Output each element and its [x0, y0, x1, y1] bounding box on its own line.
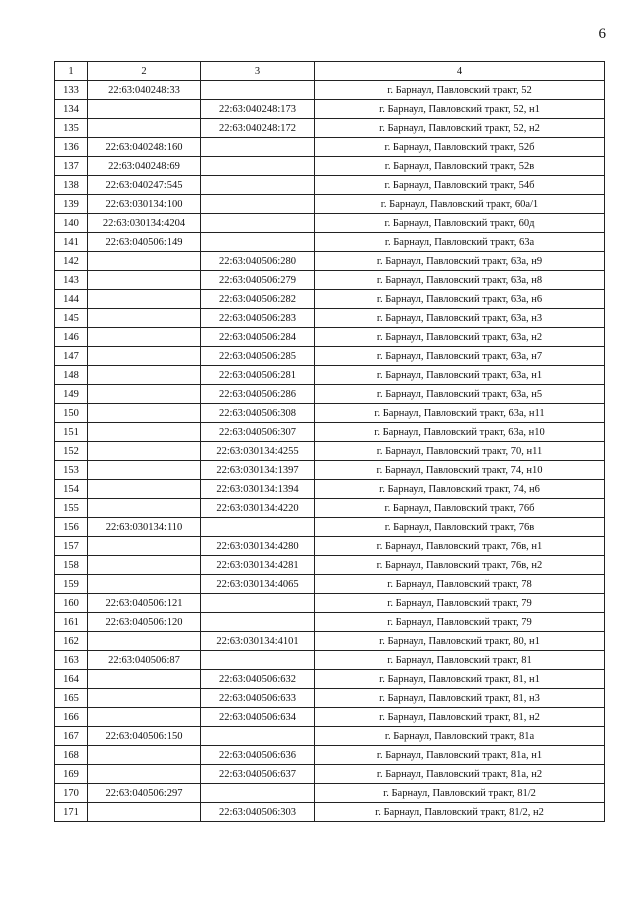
building-cadastral-number-cell: 22:63:040506:284: [201, 328, 315, 347]
row-number-cell: 155: [55, 499, 88, 518]
building-cadastral-number-cell: 22:63:030134:1394: [201, 480, 315, 499]
cadastral-number-cell: [88, 499, 201, 518]
row-number-cell: 138: [55, 176, 88, 195]
address-cell: г. Барнаул, Павловский тракт, 63а, н6: [315, 290, 605, 309]
address-cell: г. Барнаул, Павловский тракт, 63а: [315, 233, 605, 252]
address-cell: г. Барнаул, Павловский тракт, 63а, н8: [315, 271, 605, 290]
row-number-cell: 146: [55, 328, 88, 347]
cadastral-number-cell: 22:63:030134:100: [88, 195, 201, 214]
column-header: 4: [315, 62, 605, 81]
address-table: [54, 61, 605, 822]
table-row: [55, 366, 605, 385]
address-cell: г. Барнаул, Павловский тракт, 54б: [315, 176, 605, 195]
table-row: [55, 347, 605, 366]
cadastral-number-cell: 22:63:040506:87: [88, 651, 201, 670]
building-cadastral-number-cell: [201, 784, 315, 803]
cadastral-number-cell: [88, 480, 201, 499]
address-cell: г. Барнаул, Павловский тракт, 70, н11: [315, 442, 605, 461]
table-row: [55, 328, 605, 347]
building-cadastral-number-cell: 22:63:030134:4065: [201, 575, 315, 594]
table-row: [55, 670, 605, 689]
cadastral-number-cell: [88, 271, 201, 290]
cadastral-number-cell: 22:63:040506:120: [88, 613, 201, 632]
row-number-cell: 139: [55, 195, 88, 214]
row-number-cell: 159: [55, 575, 88, 594]
cadastral-number-cell: 22:63:040506:297: [88, 784, 201, 803]
building-cadastral-number-cell: 22:63:040506:634: [201, 708, 315, 727]
row-number-cell: 170: [55, 784, 88, 803]
row-number-cell: 162: [55, 632, 88, 651]
table-row: [55, 518, 605, 537]
row-number-cell: 152: [55, 442, 88, 461]
table-header-row: [55, 62, 605, 81]
table-row: [55, 784, 605, 803]
building-cadastral-number-cell: [201, 176, 315, 195]
row-number-cell: 133: [55, 81, 88, 100]
cadastral-number-cell: [88, 252, 201, 271]
building-cadastral-number-cell: [201, 594, 315, 613]
building-cadastral-number-cell: [201, 727, 315, 746]
address-cell: г. Барнаул, Павловский тракт, 81: [315, 651, 605, 670]
building-cadastral-number-cell: [201, 233, 315, 252]
address-cell: г. Барнаул, Павловский тракт, 52, н2: [315, 119, 605, 138]
address-cell: г. Барнаул, Павловский тракт, 76б: [315, 499, 605, 518]
table-row: [55, 290, 605, 309]
building-cadastral-number-cell: 22:63:040248:172: [201, 119, 315, 138]
cadastral-number-cell: [88, 423, 201, 442]
row-number-cell: 136: [55, 138, 88, 157]
row-number-cell: 154: [55, 480, 88, 499]
row-number-cell: 165: [55, 689, 88, 708]
address-cell: г. Барнаул, Павловский тракт, 63а, н7: [315, 347, 605, 366]
cadastral-number-cell: 22:63:040248:33: [88, 81, 201, 100]
building-cadastral-number-cell: 22:63:040506:303: [201, 803, 315, 822]
table-row: [55, 195, 605, 214]
row-number-cell: 157: [55, 537, 88, 556]
row-number-cell: 144: [55, 290, 88, 309]
row-number-cell: 140: [55, 214, 88, 233]
column-header: 3: [201, 62, 315, 81]
table-row: [55, 423, 605, 442]
row-number-cell: 169: [55, 765, 88, 784]
cadastral-number-cell: [88, 746, 201, 765]
row-number-cell: 156: [55, 518, 88, 537]
row-number-cell: 141: [55, 233, 88, 252]
building-cadastral-number-cell: [201, 214, 315, 233]
cadastral-number-cell: [88, 461, 201, 480]
building-cadastral-number-cell: [201, 518, 315, 537]
building-cadastral-number-cell: 22:63:040506:281: [201, 366, 315, 385]
cadastral-number-cell: [88, 708, 201, 727]
cadastral-number-cell: [88, 366, 201, 385]
address-cell: г. Барнаул, Павловский тракт, 81/2: [315, 784, 605, 803]
address-cell: г. Барнаул, Павловский тракт, 81, н2: [315, 708, 605, 727]
column-header: 1: [55, 62, 88, 81]
table-body: [55, 81, 605, 822]
table-row: [55, 575, 605, 594]
address-cell: г. Барнаул, Павловский тракт, 80, н1: [315, 632, 605, 651]
cadastral-number-cell: [88, 309, 201, 328]
table-row: [55, 499, 605, 518]
address-cell: г. Барнаул, Павловский тракт, 52: [315, 81, 605, 100]
row-number-cell: 161: [55, 613, 88, 632]
table-row: [55, 100, 605, 119]
row-number-cell: 148: [55, 366, 88, 385]
row-number-cell: 134: [55, 100, 88, 119]
address-cell: г. Барнаул, Павловский тракт, 81а: [315, 727, 605, 746]
address-cell: г. Барнаул, Павловский тракт, 63а, н9: [315, 252, 605, 271]
address-cell: г. Барнаул, Павловский тракт, 81а, н2: [315, 765, 605, 784]
cadastral-number-cell: [88, 537, 201, 556]
building-cadastral-number-cell: 22:63:030134:4255: [201, 442, 315, 461]
table-row: [55, 81, 605, 100]
table-row: [55, 765, 605, 784]
building-cadastral-number-cell: 22:63:030134:4101: [201, 632, 315, 651]
address-cell: г. Барнаул, Павловский тракт, 63а, н2: [315, 328, 605, 347]
table-row: [55, 138, 605, 157]
cadastral-number-cell: [88, 290, 201, 309]
table-row: [55, 271, 605, 290]
cadastral-number-cell: [88, 632, 201, 651]
building-cadastral-number-cell: 22:63:040506:282: [201, 290, 315, 309]
address-cell: г. Барнаул, Павловский тракт, 81, н3: [315, 689, 605, 708]
row-number-cell: 166: [55, 708, 88, 727]
building-cadastral-number-cell: [201, 651, 315, 670]
cadastral-number-cell: [88, 404, 201, 423]
building-cadastral-number-cell: 22:63:040506:308: [201, 404, 315, 423]
row-number-cell: 171: [55, 803, 88, 822]
cadastral-number-cell: 22:63:030134:110: [88, 518, 201, 537]
table-row: [55, 385, 605, 404]
address-cell: г. Барнаул, Павловский тракт, 81, н1: [315, 670, 605, 689]
table-row: [55, 537, 605, 556]
cadastral-number-cell: [88, 556, 201, 575]
cadastral-number-cell: 22:63:040506:149: [88, 233, 201, 252]
table-row: [55, 252, 605, 271]
table-row: [55, 594, 605, 613]
table-row: [55, 651, 605, 670]
building-cadastral-number-cell: [201, 81, 315, 100]
address-cell: г. Барнаул, Павловский тракт, 60д: [315, 214, 605, 233]
cadastral-number-cell: [88, 385, 201, 404]
address-cell: г. Барнаул, Павловский тракт, 63а, н11: [315, 404, 605, 423]
cadastral-number-cell: [88, 328, 201, 347]
table-row: [55, 556, 605, 575]
address-cell: г. Барнаул, Павловский тракт, 63а, н5: [315, 385, 605, 404]
cadastral-number-cell: [88, 119, 201, 138]
cadastral-number-cell: [88, 803, 201, 822]
address-cell: г. Барнаул, Павловский тракт, 52, н1: [315, 100, 605, 119]
building-cadastral-number-cell: 22:63:040506:632: [201, 670, 315, 689]
table-row: [55, 214, 605, 233]
cadastral-number-cell: 22:63:040248:160: [88, 138, 201, 157]
address-cell: г. Барнаул, Павловский тракт, 52б: [315, 138, 605, 157]
table-row: [55, 613, 605, 632]
building-cadastral-number-cell: [201, 157, 315, 176]
cadastral-number-cell: 22:63:040506:150: [88, 727, 201, 746]
building-cadastral-number-cell: [201, 138, 315, 157]
column-header: 2: [88, 62, 201, 81]
table-row: [55, 404, 605, 423]
cadastral-number-cell: 22:63:040506:121: [88, 594, 201, 613]
address-cell: г. Барнаул, Павловский тракт, 81а, н1: [315, 746, 605, 765]
row-number-cell: 145: [55, 309, 88, 328]
row-number-cell: 143: [55, 271, 88, 290]
cadastral-number-cell: [88, 765, 201, 784]
row-number-cell: 147: [55, 347, 88, 366]
table-row: [55, 632, 605, 651]
table-row: [55, 480, 605, 499]
row-number-cell: 168: [55, 746, 88, 765]
building-cadastral-number-cell: 22:63:040506:307: [201, 423, 315, 442]
row-number-cell: 137: [55, 157, 88, 176]
building-cadastral-number-cell: 22:63:040248:173: [201, 100, 315, 119]
table-row: [55, 442, 605, 461]
cadastral-number-cell: 22:63:030134:4204: [88, 214, 201, 233]
row-number-cell: 167: [55, 727, 88, 746]
address-cell: г. Барнаул, Павловский тракт, 63а, н3: [315, 309, 605, 328]
building-cadastral-number-cell: 22:63:040506:636: [201, 746, 315, 765]
page-number: 6: [598, 26, 606, 42]
row-number-cell: 151: [55, 423, 88, 442]
row-number-cell: 153: [55, 461, 88, 480]
building-cadastral-number-cell: 22:63:040506:285: [201, 347, 315, 366]
cadastral-number-cell: [88, 575, 201, 594]
address-cell: г. Барнаул, Павловский тракт, 63а, н10: [315, 423, 605, 442]
building-cadastral-number-cell: 22:63:040506:280: [201, 252, 315, 271]
address-cell: г. Барнаул, Павловский тракт, 60а/1: [315, 195, 605, 214]
table-row: [55, 689, 605, 708]
table-row: [55, 157, 605, 176]
cadastral-number-cell: 22:63:040248:69: [88, 157, 201, 176]
cadastral-number-cell: [88, 670, 201, 689]
cadastral-number-cell: [88, 442, 201, 461]
building-cadastral-number-cell: [201, 613, 315, 632]
row-number-cell: 164: [55, 670, 88, 689]
row-number-cell: 135: [55, 119, 88, 138]
building-cadastral-number-cell: 22:63:040506:279: [201, 271, 315, 290]
address-cell: г. Барнаул, Павловский тракт, 76в, н2: [315, 556, 605, 575]
building-cadastral-number-cell: 22:63:040506:633: [201, 689, 315, 708]
building-cadastral-number-cell: 22:63:030134:1397: [201, 461, 315, 480]
address-cell: г. Барнаул, Павловский тракт, 76в, н1: [315, 537, 605, 556]
building-cadastral-number-cell: 22:63:030134:4280: [201, 537, 315, 556]
table-row: [55, 176, 605, 195]
table-row: [55, 727, 605, 746]
row-number-cell: 163: [55, 651, 88, 670]
building-cadastral-number-cell: 22:63:040506:637: [201, 765, 315, 784]
cadastral-number-cell: [88, 347, 201, 366]
table-row: [55, 309, 605, 328]
address-cell: г. Барнаул, Павловский тракт, 79: [315, 613, 605, 632]
table-row: [55, 233, 605, 252]
building-cadastral-number-cell: 22:63:040506:286: [201, 385, 315, 404]
address-cell: г. Барнаул, Павловский тракт, 81/2, н2: [315, 803, 605, 822]
address-cell: г. Барнаул, Павловский тракт, 74, н10: [315, 461, 605, 480]
row-number-cell: 149: [55, 385, 88, 404]
row-number-cell: 158: [55, 556, 88, 575]
table-row: [55, 708, 605, 727]
building-cadastral-number-cell: [201, 195, 315, 214]
building-cadastral-number-cell: 22:63:030134:4220: [201, 499, 315, 518]
address-cell: г. Барнаул, Павловский тракт, 79: [315, 594, 605, 613]
building-cadastral-number-cell: 22:63:030134:4281: [201, 556, 315, 575]
row-number-cell: 150: [55, 404, 88, 423]
table-row: [55, 461, 605, 480]
address-cell: г. Барнаул, Павловский тракт, 78: [315, 575, 605, 594]
table-row: [55, 746, 605, 765]
address-cell: г. Барнаул, Павловский тракт, 52в: [315, 157, 605, 176]
row-number-cell: 142: [55, 252, 88, 271]
table-row: [55, 119, 605, 138]
cadastral-number-cell: 22:63:040247:545: [88, 176, 201, 195]
address-cell: г. Барнаул, Павловский тракт, 63а, н1: [315, 366, 605, 385]
cadastral-number-cell: [88, 100, 201, 119]
building-cadastral-number-cell: 22:63:040506:283: [201, 309, 315, 328]
table-row: [55, 803, 605, 822]
row-number-cell: 160: [55, 594, 88, 613]
address-cell: г. Барнаул, Павловский тракт, 76в: [315, 518, 605, 537]
address-cell: г. Барнаул, Павловский тракт, 74, н6: [315, 480, 605, 499]
cadastral-number-cell: [88, 689, 201, 708]
